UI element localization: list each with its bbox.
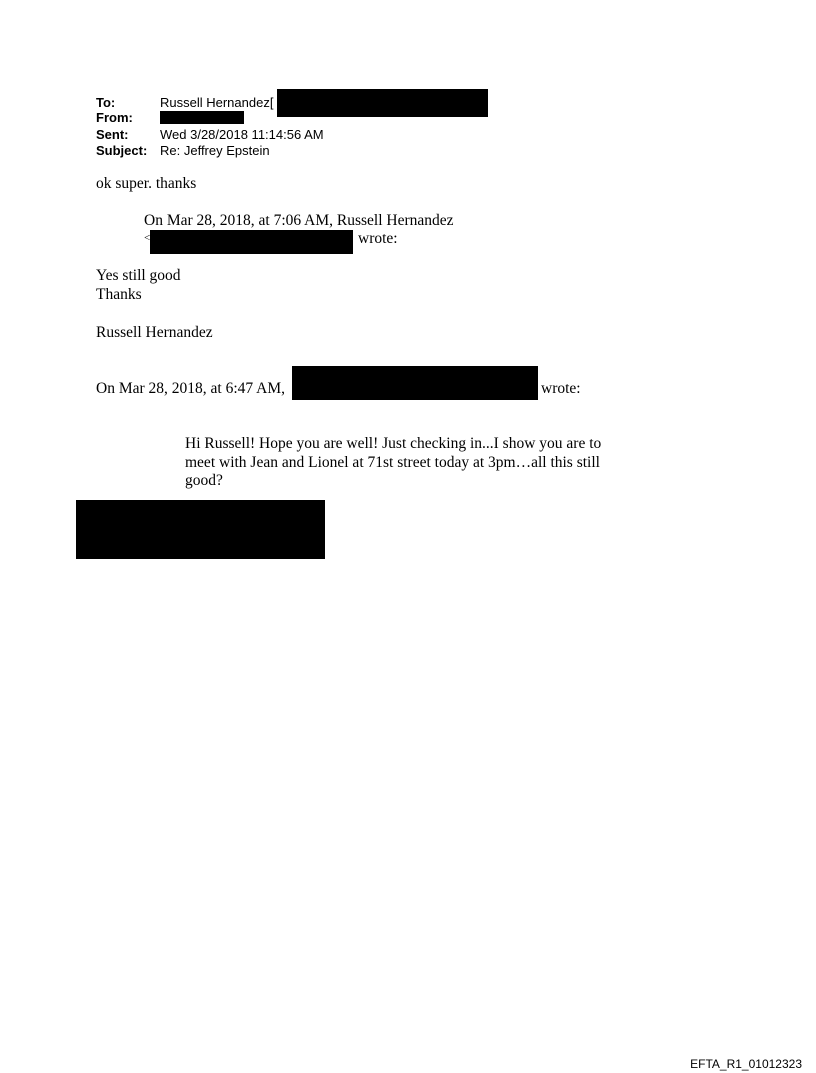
document-id: EFTA_R1_01012323 <box>690 1057 802 1071</box>
to-value: Russell Hernandez[ <box>160 95 274 110</box>
reply-text: ok super. thanks <box>96 175 197 192</box>
quote1-line1: On Mar 28, 2018, at 7:06 AM, Russell Hernandez <box>144 212 454 229</box>
sent-label: Sent: <box>96 127 129 142</box>
to-label: To: <box>96 95 116 110</box>
quote1-line2-suffix: wrote: <box>358 230 398 247</box>
redaction-to-email <box>277 89 488 117</box>
reply2-line2: Thanks <box>96 286 142 303</box>
quote2-prefix: On Mar 28, 2018, at 6:47 AM, <box>96 380 286 397</box>
sent-value: Wed 3/28/2018 11:14:56 AM <box>160 127 324 142</box>
redaction-quote2-sender <box>292 366 538 400</box>
original-line3: good? <box>185 472 223 489</box>
redaction-quote1-email <box>150 230 353 254</box>
signature: Russell Hernandez <box>96 324 213 341</box>
original-line2: meet with Jean and Lionel at 71st street today at 3pm…all this still <box>185 454 600 471</box>
original-line1: Hi Russell! Hope you are well! Just checking in...I show you are to <box>185 435 602 452</box>
quote1-line2-prefix: < <box>144 232 151 244</box>
reply2-line1: Yes still good <box>96 267 181 284</box>
redaction-signature-block <box>76 500 325 559</box>
redaction-from-name <box>160 111 244 124</box>
quote2-suffix: wrote: <box>541 380 581 397</box>
subject-value: Re: Jeffrey Epstein <box>160 143 270 158</box>
subject-label: Subject: <box>96 143 148 158</box>
from-label: From: <box>96 110 133 125</box>
